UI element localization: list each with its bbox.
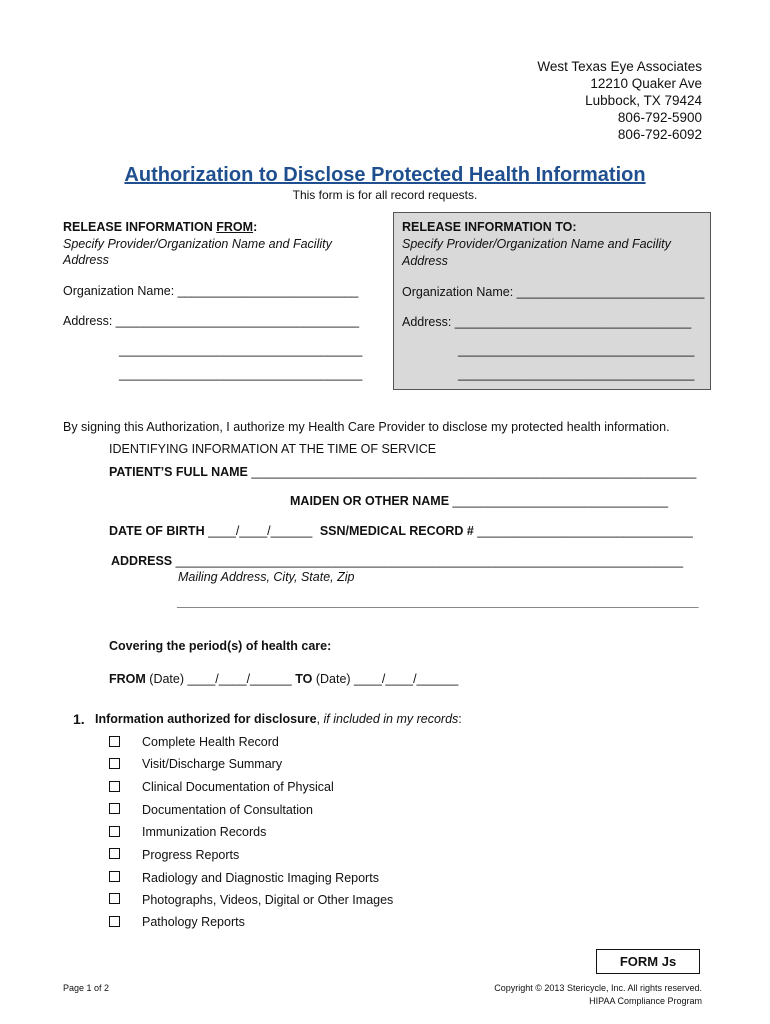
checkbox-documentation-consultation[interactable] — [109, 803, 120, 814]
item-label-photographs-images: Photographs, Videos, Digital or Other Images — [142, 893, 394, 907]
ssn-field[interactable]: _______________________________ — [477, 524, 693, 538]
section-1-heading-bold: Information authorized for disclosure — [95, 712, 317, 726]
release-from-address-line-2[interactable]: ___________________________________ — [119, 343, 363, 357]
release-from-heading-prefix: RELEASE INFORMATION — [63, 220, 217, 234]
form-id-badge: FORM Js — [596, 949, 700, 974]
authorization-statement: By signing this Authorization, I authorize my Health Care Provider to disclose my protected health information. — [63, 420, 670, 434]
checkbox-radiology-reports[interactable] — [109, 871, 120, 882]
period-row — [109, 672, 458, 686]
provider-city: Lubbock, TX 79424 — [585, 93, 702, 108]
checkbox-pathology-reports[interactable] — [109, 916, 120, 927]
dob-field[interactable]: ____/____/______ — [208, 524, 313, 538]
page-number: Page 1 of 2 — [63, 983, 110, 993]
release-from-heading — [63, 220, 257, 234]
item-label-pathology-reports: Pathology Reports — [142, 915, 245, 929]
section-1-heading-comma: , — [316, 712, 324, 726]
item-label-progress-reports: Progress Reports — [142, 848, 240, 862]
release-from-address-field[interactable]: Address: ___________________________________ — [63, 314, 360, 328]
section-1-number: 1. — [73, 711, 85, 727]
identifying-heading: IDENTIFYING INFORMATION AT THE TIME OF SERVICE — [109, 442, 437, 456]
release-from-heading-from: FROM — [216, 220, 254, 234]
release-to-org-name-field[interactable]: Organization Name: ___________________________ — [402, 285, 705, 299]
release-to-address-line-2[interactable]: __________________________________ — [458, 343, 695, 357]
item-label-clinical-documentation: Clinical Documentation of Physical — [142, 780, 334, 794]
dob-ssn-row — [109, 524, 693, 538]
dob-label: DATE OF BIRTH — [109, 524, 205, 538]
section-1-heading — [95, 712, 462, 726]
section-1-heading-italic: if included in my records — [323, 712, 459, 726]
provider-phone: 806-792-5900 — [617, 110, 702, 125]
section-1-heading-colon: : — [458, 712, 462, 726]
maiden-name-field[interactable]: _______________________________ — [452, 494, 669, 508]
release-from-address-line-3[interactable]: ___________________________________ — [119, 367, 363, 381]
period-from-label: FROM — [109, 672, 146, 686]
item-label-visit-discharge-summary: Visit/Discharge Summary — [142, 757, 283, 771]
item-label-radiology-reports: Radiology and Diagnostic Imaging Reports — [142, 871, 379, 885]
release-from-instruction-2: Address — [63, 253, 109, 267]
release-from-heading-colon: : — [253, 220, 258, 234]
patient-address-line-2[interactable]: ___________________________________________________________________________ — [177, 595, 699, 609]
item-label-complete-health-record: Complete Health Record — [142, 735, 279, 749]
patient-address-row — [111, 554, 683, 568]
release-to-address-line-3[interactable]: __________________________________ — [458, 367, 695, 381]
patient-name-label: PATIENT’S FULL NAME — [109, 465, 248, 479]
item-label-immunization-records: Immunization Records — [142, 825, 267, 839]
form-title: Authorization to Disclose Protected Health Information — [124, 164, 646, 186]
checkbox-clinical-documentation[interactable] — [109, 781, 120, 792]
patient-address-field[interactable]: _________________________________________________________________________ — [175, 554, 684, 568]
release-from-org-name-field[interactable]: Organization Name: __________________________ — [63, 284, 359, 298]
period-heading: Covering the period(s) of health care: — [109, 639, 332, 653]
patient-name-row — [109, 465, 696, 479]
checkbox-immunization-records[interactable] — [109, 826, 120, 837]
patient-name-field[interactable]: ________________________________________________________________ — [251, 465, 697, 479]
period-from-field[interactable]: (Date) ____/____/______ — [145, 672, 296, 686]
compliance-program: HIPAA Compliance Program — [589, 996, 702, 1006]
release-to-address-field[interactable]: Address: __________________________________ — [402, 315, 692, 329]
maiden-name-label: MAIDEN OR OTHER NAME — [290, 494, 450, 508]
provider-name: West Texas Eye Associates — [537, 59, 702, 74]
provider-address-block — [537, 58, 702, 143]
period-to-label: TO — [295, 672, 313, 686]
ssn-label: SSN/MEDICAL RECORD # — [319, 524, 474, 538]
patient-address-label: ADDRESS — [111, 554, 173, 568]
release-to-instruction-2: Address — [402, 254, 448, 268]
provider-fax: 806-792-6092 — [617, 127, 702, 142]
checkbox-progress-reports[interactable] — [109, 848, 120, 859]
period-to-field[interactable]: (Date) ____/____/______ — [312, 672, 459, 686]
checkbox-visit-discharge-summary[interactable] — [109, 758, 120, 769]
release-from-instruction-1: Specify Provider/Organization Name and Facility — [63, 237, 332, 251]
provider-street: 12210 Quaker Ave — [590, 76, 702, 91]
copyright-notice: Copyright © 2013 Stericycle, Inc. All rights reserved. — [494, 983, 702, 993]
release-to-instruction-1: Specify Provider/Organization Name and Facility — [402, 237, 671, 251]
checkbox-complete-health-record[interactable] — [109, 736, 120, 747]
patient-address-hint: Mailing Address, City, State, Zip — [178, 570, 355, 584]
form-subtitle: This form is for all record requests. — [292, 188, 478, 202]
release-to-heading: RELEASE INFORMATION TO: — [402, 220, 577, 234]
item-label-documentation-consultation: Documentation of Consultation — [142, 803, 313, 817]
checkbox-photographs-images[interactable] — [109, 893, 120, 904]
maiden-name-row — [290, 494, 668, 508]
